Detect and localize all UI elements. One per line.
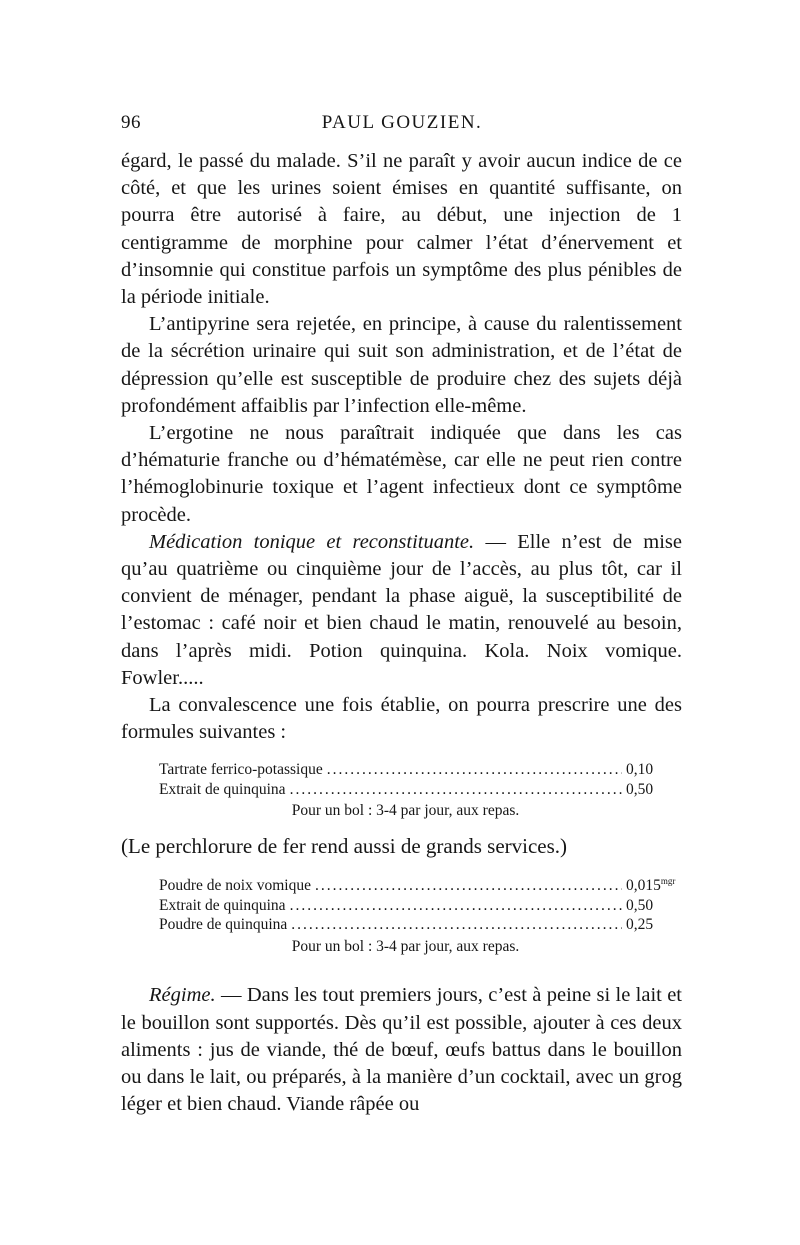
prescription-formula-1 xyxy=(159,760,682,821)
ingredient-name: Extrait de quinquina xyxy=(159,780,286,798)
formula-row xyxy=(159,915,682,935)
quantity-unit: mgr xyxy=(660,876,676,887)
dosage-note: Pour un bol : 3-4 par jour, aux repas. xyxy=(291,937,520,955)
ingredient-name: Extrait de quinquina xyxy=(159,896,286,914)
ingredient-quantity: 0,50 xyxy=(626,780,654,798)
body-text xyxy=(121,148,682,1118)
ingredient-name: Tartrate ferrico-potassique xyxy=(159,761,323,779)
ingredient-quantity: 0,10 xyxy=(626,761,654,779)
dosage-note: Pour un bol : 3-4 par jour, aux repas. xyxy=(291,802,520,820)
ingredient-quantity xyxy=(626,872,682,896)
paragraph-ergotine: L’ergotine ne nous paraîtrait indiquée que dans les cas d’hématurie franche ou d’hématémèse, car elle ne peut rien contre l’hémoglobinurie toxique et l’agent infectieux dont ce symptôme procède. xyxy=(121,422,682,526)
ingredient-quantity: 0,50 xyxy=(626,896,654,914)
formula-row xyxy=(159,780,682,800)
running-head: PAUL GOUZIEN. xyxy=(321,112,483,133)
ingredient-name: Poudre de noix vomique xyxy=(159,877,311,895)
section-heading-regime: Régime. xyxy=(149,984,216,1007)
paragraph-continuation: égard, le passé du malade. S’il ne paraît y avoir aucun indice de ce côté, et que les urines soient émises en quantité suffisante, on pourra être autorisé à faire, au début, une injection de 1 centigramme de morphine pour calmer l’état d’énervement et d’insomnie qui constitue parfois un symptôme des plus pénibles de la période initiale. xyxy=(121,150,682,309)
paragraph-medication-text: — Elle n’est de mise qu’au quatrième ou cinquième jour de l’accès, au plus tôt, car il convient de ménager, pendant la phase aiguë, la susceptibilité de l’estomac : café noir et bien chaud le matin, renouvelé au besoin, dans l’après midi. Potion quinquina. Kola. Noix vomique. Fowler..... xyxy=(121,530,682,689)
paragraph-antipyrine: L’antipyrine sera rejetée, en principe, à cause du ralentissement de la sécrétion urinaire qui suit son administration, et de l’état de dépression qu’elle est susceptible de produire chez des sujets déjà profondément affaiblis par l’infection elle-même. xyxy=(121,313,682,417)
prescription-formula-2 xyxy=(159,872,682,956)
page-header xyxy=(121,112,683,140)
formula-row xyxy=(159,896,682,916)
leader-dots xyxy=(315,876,622,896)
quantity-value: 0,015 xyxy=(626,877,661,895)
paragraph-regime xyxy=(121,982,682,1118)
formula-row xyxy=(159,872,682,896)
leader-dots xyxy=(327,760,622,780)
page-number: 96 xyxy=(121,112,141,133)
section-heading-medication: Médication tonique et reconstituante. xyxy=(149,530,475,553)
paragraph-perchlorure: (Le perchlorure de fer rend aussi de grands services.) xyxy=(121,833,568,858)
paragraph-medication xyxy=(121,529,682,692)
ingredient-name: Poudre de quinquina xyxy=(159,916,288,934)
leader-dots xyxy=(290,780,622,800)
ingredient-quantity: 0,25 xyxy=(626,916,654,934)
formula-row xyxy=(159,760,682,780)
leader-dots xyxy=(291,915,622,935)
paragraph-convalescence: La convalescence une fois établie, on pourra prescrire une des formules suivantes : xyxy=(121,694,682,744)
leader-dots xyxy=(290,896,622,916)
paragraph-regime-text: — Dans les tout premiers jours, c’est à peine si le lait et le bouillon sont supportés. Dès qu’il est possible, ajouter à ces deux aliments : jus de viande, thé de bœuf, œufs battus dans le bouillon ou dans le lait, ou préparés, à la manière d’un cocktail, avec un grog léger et bien chaud. Viande râpée ou xyxy=(121,984,682,1116)
